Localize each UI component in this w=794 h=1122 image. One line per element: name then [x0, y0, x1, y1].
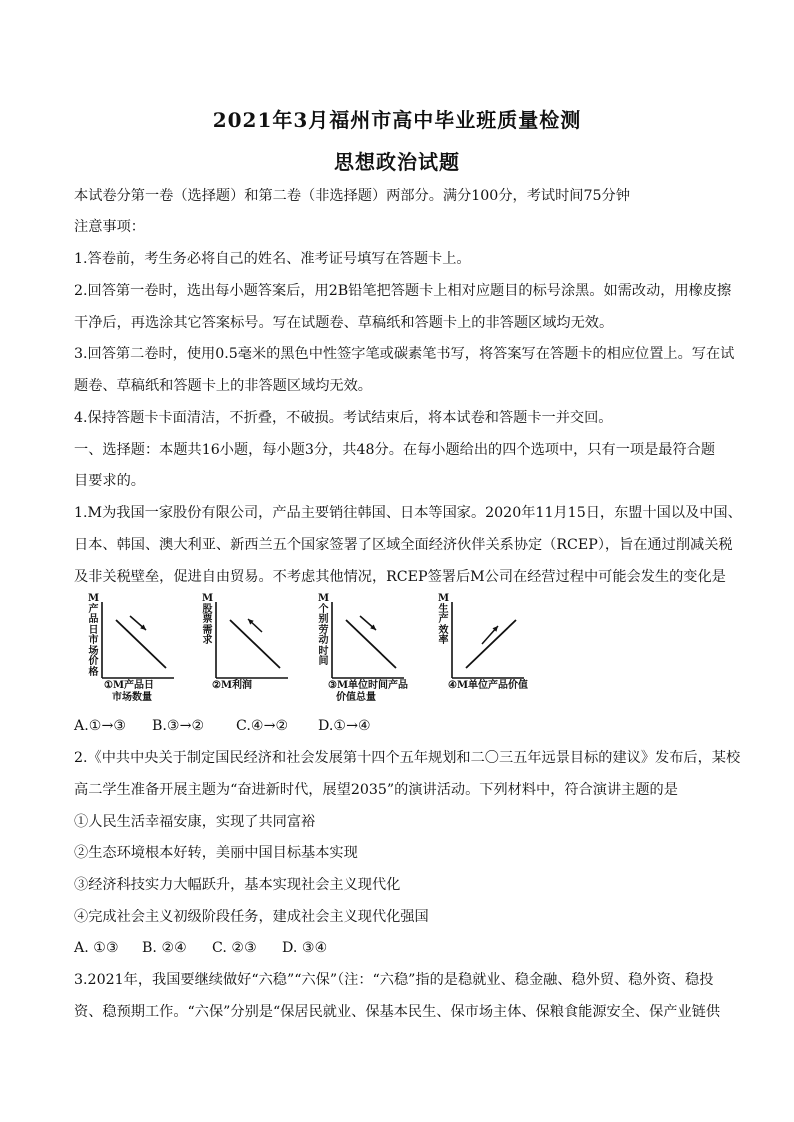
- q1-option-a[interactable]: A.①→③: [74, 718, 127, 734]
- graph-x-label: [328, 680, 408, 704]
- demand-curve: [346, 620, 396, 668]
- notice-line: 4.保持答题卡卡面清洁，不折叠，不破损。考试结束后，将本试卷和答题卡一并交回。: [74, 410, 613, 426]
- graph-y-label: M生产效率: [438, 593, 450, 646]
- graph-x-label: [104, 680, 154, 704]
- demand-curve: [116, 620, 166, 668]
- graph-x-label-line: ②M利润: [212, 680, 253, 691]
- graph-y-label: M个别劳动时间: [318, 593, 330, 667]
- intro-text: 本试卷分第一卷（选择题）和第二卷（非选择题）两部分。满分100分，考试时间75分钟: [74, 188, 630, 204]
- graph-x-label-line: ④M单位产品价值: [448, 680, 529, 691]
- graph-x-label: [212, 680, 252, 692]
- graph-x-label-line: 价值总量: [336, 692, 376, 703]
- q1-options: [74, 716, 734, 736]
- notice-heading: 注意事项：: [74, 219, 145, 235]
- q1-option-d[interactable]: D.①→④: [318, 718, 371, 734]
- graph-x-label-line: 市场数量: [112, 692, 152, 703]
- q1-figure-2: [198, 592, 308, 704]
- q1-figure-1: [84, 592, 194, 704]
- q2-item: ②生态环境根本好转，美丽中国目标基本实现: [74, 845, 358, 861]
- graph-y-label: M股票需求: [202, 593, 214, 646]
- q1-stem: 及非关税壁垒，促进自由贸易。不考虑其他情况，RCEP签署后M公司在经营过程中可能会发生的变化是: [74, 569, 726, 585]
- section-heading: 目要求的。: [74, 473, 145, 489]
- q2-item: ③经济科技实力大幅跃升，基本实现社会主义现代化: [74, 877, 401, 893]
- graph-y-label: M产品日市场价格: [88, 593, 100, 678]
- supply-curve: [466, 620, 516, 668]
- q3-stem: 3.2021年，我国要继续做好“六稳”“六保”（注：“六稳”指的是稳就业、稳金融、稳外贸、稳外资、稳投: [74, 972, 714, 988]
- q1-figure-3: [314, 592, 424, 704]
- exam-subtitle: 思想政治试题: [334, 150, 460, 174]
- q1-option-b[interactable]: B.③→②: [152, 718, 205, 734]
- q2-stem: 高二学生准备开展主题为“奋进新时代，展望2035”的演讲活动。下列材料中，符合演讲主题的是: [74, 782, 678, 798]
- graph-x-label: [448, 680, 528, 692]
- notice-line: 干净后，再选涂其它答案标号。写在试题卷、草稿纸和答题卡上的非答题区域均无效。: [74, 315, 614, 331]
- q2-option-a[interactable]: A. ①③: [74, 940, 119, 956]
- q2-item: ④完成社会主义初级阶段任务，建成社会主义现代化强国: [74, 909, 429, 925]
- q2-item: ①人民生活幸福安康，实现了共同富裕: [74, 814, 316, 830]
- q1-figures: [84, 592, 584, 704]
- graph-x-label-line: ①M产品日: [104, 680, 155, 691]
- q1-figure-4: [434, 592, 544, 704]
- notice-line: 3.回答第二卷时，使用0.5毫米的黑色中性签字笔或碳素笔书写，将答案写在答题卡的相应位置上。写在试: [74, 346, 735, 362]
- q2-option-d[interactable]: D. ③④: [282, 940, 328, 956]
- notice-line: 题卷、草稿纸和答题卡上的非答题区域均无效。: [74, 378, 372, 394]
- notice-line: 1.答卷前，考生务必将自己的姓名、准考证号填写在答题卡上。: [74, 251, 471, 267]
- q2-stem: 2.《中共中央关于制定国民经济和社会发展第十四个五年规划和二〇三五年远景目标的建议》发布后，某校: [74, 750, 741, 766]
- notice-line: 2.回答第一卷时，选出每小题答案后，用2B铅笔把答题卡上相对应题目的标号涂黑。如需改动，用橡皮擦: [74, 283, 732, 299]
- section-heading: 一、选择题：本题共16小题，每小题3分，共48分。在每小题给出的四个选项中，只有一项是最符合题: [74, 442, 716, 458]
- q2-options: [74, 938, 734, 958]
- graph-x-label-line: ③M单位时间产品: [328, 680, 409, 691]
- q1-stem: 日本、韩国、澳大利亚、新西兰五个国家签署了区域全面经济伙伴关系协定（RCEP），旨在通过削减关税: [74, 537, 733, 553]
- demand-curve: [230, 620, 280, 668]
- q3-stem: 资、稳预期工作。“六保”分别是“保居民就业、保基本民生、保市场主体、保粮食能源安全、保产业链供: [74, 1004, 721, 1020]
- q1-option-c[interactable]: C.④→②: [236, 718, 289, 734]
- q1-stem: 1.M为我国一家股份有限公司，产品主要销往韩国、日本等国家。2020年11月15日，东盟十国以及中国、: [74, 505, 742, 521]
- q2-option-b[interactable]: B. ②④: [142, 940, 187, 956]
- q2-option-c[interactable]: C. ②③: [212, 940, 257, 956]
- exam-title: 2021年3月福州市高中毕业班质量检测: [212, 108, 582, 132]
